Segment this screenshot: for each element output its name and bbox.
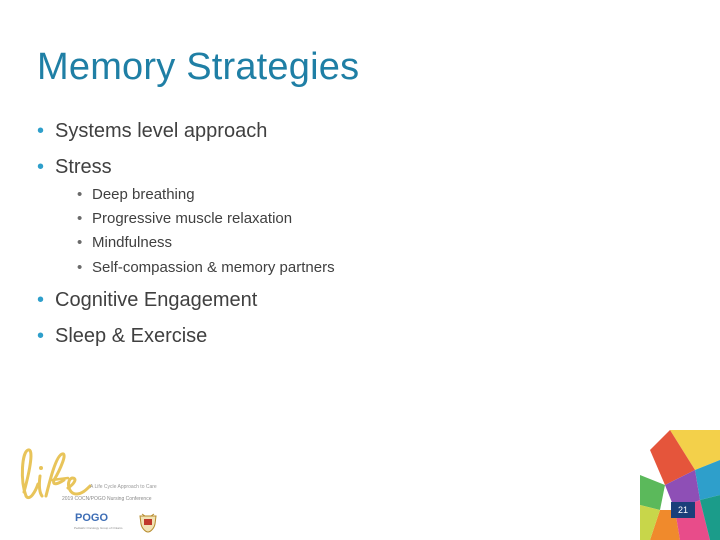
page-number-badge: 21 <box>671 502 695 518</box>
bullet-glyph: • <box>77 186 83 203</box>
bullet-glyph: • <box>77 210 83 227</box>
sub-bullet-text: Deep breathing <box>92 186 195 203</box>
bullet-glyph: • <box>77 259 83 276</box>
bullet-item <box>37 156 112 179</box>
bullet-glyph: • <box>37 120 45 142</box>
crest-icon <box>136 510 160 534</box>
bullet-text: Systems level approach <box>55 120 268 142</box>
bullet-item <box>37 289 257 312</box>
bullet-text: Sleep & Exercise <box>55 325 208 347</box>
bullet-glyph: • <box>37 156 45 178</box>
bullet-glyph: • <box>37 289 45 311</box>
sub-bullet-text: Mindfulness <box>92 234 173 251</box>
bullet-glyph: • <box>37 325 45 347</box>
conference-logo <box>12 440 172 535</box>
logo-tagline: A Life Cycle Approach to Care <box>90 484 157 490</box>
sub-bullet-item <box>77 234 172 251</box>
bullet-item <box>37 325 207 348</box>
sub-bullet-text: Self-compassion & memory partners <box>92 259 335 276</box>
sub-bullet-text: Progressive muscle relaxation <box>92 210 293 227</box>
pogo-logo: POGO <box>75 512 109 524</box>
bullet-text: Stress <box>55 156 112 178</box>
logo-conference: 2019 COCN/POGO Nursing Conference <box>62 496 152 502</box>
bullet-text: Cognitive Engagement <box>55 289 258 311</box>
bullet-glyph: • <box>77 234 83 251</box>
sub-bullet-item <box>77 259 335 276</box>
sub-bullet-item <box>77 210 292 227</box>
bullet-item <box>37 120 267 143</box>
slide-title: Memory Strategies <box>37 46 360 88</box>
pogo-subtitle: Pediatric Oncology Group of Ontario <box>74 526 123 530</box>
decorative-mosaic <box>640 430 720 540</box>
sub-bullet-item <box>77 186 195 203</box>
